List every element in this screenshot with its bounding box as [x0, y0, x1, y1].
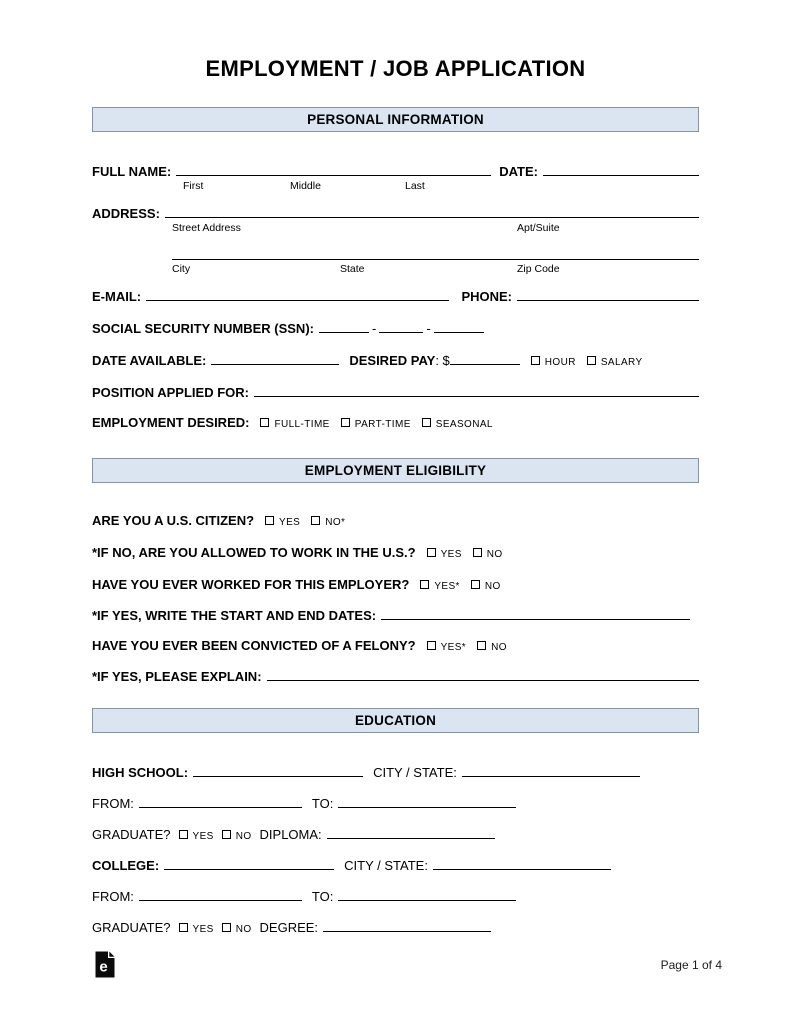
- allowed-yes-group: [427, 547, 462, 562]
- start-end-dates-row: [92, 608, 699, 623]
- felony-no-label: NO: [491, 642, 507, 653]
- full-time-checkbox[interactable]: [260, 418, 269, 427]
- section-header-eligibility-label: EMPLOYMENT ELIGIBILITY: [304, 463, 487, 478]
- hs-to-input-line[interactable]: [338, 796, 516, 808]
- seasonal-option-label: SEASONAL: [435, 419, 493, 430]
- college-to-input-line[interactable]: [338, 889, 516, 901]
- felony-yes-group: [427, 640, 467, 655]
- seasonal-option-group: [422, 417, 493, 432]
- logo-letter: e: [99, 958, 108, 976]
- city-sublabel: City: [172, 263, 191, 275]
- ssn-label: SOCIAL SECURITY NUMBER (SSN):: [92, 321, 314, 336]
- email-label: E-MAIL:: [92, 289, 142, 304]
- ssn-separator-2: -: [426, 321, 431, 336]
- allowed-to-work-question-row: [92, 545, 699, 562]
- hs-graduate-no-group: [222, 829, 252, 844]
- felony-explain-input-line[interactable]: [267, 669, 699, 681]
- desired-pay-label: DESIRED PAY: [349, 353, 436, 368]
- seasonal-checkbox[interactable]: [422, 418, 431, 427]
- citizen-no-label: NO*: [325, 517, 346, 528]
- college-from-input-line[interactable]: [139, 889, 302, 901]
- desired-pay-input-line[interactable]: [450, 353, 520, 365]
- ssn-part3-input-line[interactable]: [434, 321, 484, 333]
- hs-graduate-label: GRADUATE?: [92, 827, 171, 842]
- college-graduate-label: GRADUATE?: [92, 920, 171, 935]
- hs-from-label: FROM:: [92, 796, 134, 811]
- citizen-question-label: ARE YOU A U.S. CITIZEN?: [92, 513, 255, 528]
- worked-before-question-row: [92, 577, 699, 594]
- street-address-input-line[interactable]: [165, 206, 699, 218]
- citizen-no-checkbox[interactable]: [311, 516, 320, 525]
- hs-graduate-no-label: NO: [235, 831, 252, 842]
- citizen-yes-checkbox[interactable]: [265, 516, 274, 525]
- hour-checkbox[interactable]: [531, 356, 540, 365]
- high-school-row: [92, 765, 699, 780]
- desired-pay-punct: : $: [435, 353, 450, 368]
- email-phone-row: [92, 289, 699, 304]
- citizen-question-row: [92, 513, 699, 530]
- allowed-to-work-question-label: *IF NO, ARE YOU ALLOWED TO WORK IN THE U.S.?: [92, 545, 416, 560]
- zip-code-sublabel: Zip Code: [517, 263, 560, 275]
- college-graduate-no-checkbox[interactable]: [222, 923, 231, 932]
- citizen-no-group: [311, 515, 345, 530]
- section-header-employment-eligibility: [92, 458, 699, 483]
- college-city-state-label: CITY / STATE:: [344, 858, 428, 873]
- high-school-input-line[interactable]: [193, 765, 363, 777]
- diploma-input-line[interactable]: [327, 827, 495, 839]
- first-sublabel: First: [183, 180, 204, 192]
- address-row: [92, 206, 699, 221]
- salary-option-label: SALARY: [600, 357, 643, 368]
- position-applied-input-line[interactable]: [254, 385, 699, 397]
- hs-from-input-line[interactable]: [139, 796, 302, 808]
- position-applied-row: [92, 385, 699, 400]
- full-time-option-group: [260, 417, 329, 432]
- date-available-pay-row: [92, 353, 699, 370]
- email-input-line[interactable]: [146, 289, 449, 301]
- felony-question-row: [92, 638, 699, 655]
- part-time-option-label: PART-TIME: [354, 419, 411, 430]
- hs-graduate-no-checkbox[interactable]: [222, 830, 231, 839]
- date-input-line[interactable]: [543, 164, 699, 176]
- college-input-line[interactable]: [164, 858, 334, 870]
- felony-yes-checkbox[interactable]: [427, 641, 436, 650]
- date-available-input-line[interactable]: [211, 353, 339, 365]
- college-to-label: TO:: [311, 889, 334, 904]
- allowed-yes-label: YES: [440, 549, 462, 560]
- phone-label: PHONE:: [461, 289, 512, 304]
- worked-no-checkbox[interactable]: [471, 580, 480, 589]
- hs-graduate-yes-group: [179, 829, 214, 844]
- felony-no-group: [477, 640, 507, 655]
- hs-city-state-label: CITY / STATE:: [373, 765, 457, 780]
- felony-no-checkbox[interactable]: [477, 641, 486, 650]
- college-city-state-input-line[interactable]: [433, 858, 611, 870]
- hs-city-state-input-line[interactable]: [462, 765, 640, 777]
- employment-desired-label: EMPLOYMENT DESIRED:: [92, 415, 250, 430]
- ssn-separator-1: -: [371, 321, 377, 336]
- page-title: EMPLOYMENT / JOB APPLICATION: [205, 56, 586, 81]
- college-graduate-no-label: NO: [235, 924, 252, 935]
- felony-question-label: HAVE YOU EVER BEEN CONVICTED OF A FELONY?: [92, 638, 416, 653]
- allowed-no-label: NO: [486, 549, 503, 560]
- start-end-dates-label: *IF YES, WRITE THE START AND END DATES:: [92, 608, 377, 623]
- full-name-input-line[interactable]: [176, 164, 491, 176]
- phone-input-line[interactable]: [517, 289, 699, 301]
- high-school-label: HIGH SCHOOL:: [92, 765, 189, 780]
- position-applied-label: POSITION APPLIED FOR:: [92, 385, 249, 400]
- section-header-personal-label: PERSONAL INFORMATION: [307, 112, 484, 127]
- city-state-zip-input-line[interactable]: [172, 248, 699, 260]
- college-graduate-yes-checkbox[interactable]: [179, 923, 188, 932]
- college-graduate-yes-label: YES: [192, 924, 214, 935]
- allowed-no-group: [473, 547, 503, 562]
- section-header-personal-information: [92, 107, 699, 132]
- state-sublabel: State: [340, 263, 365, 275]
- section-header-education-label: EDUCATION: [354, 713, 437, 728]
- hour-option-group: [531, 355, 576, 370]
- hs-graduate-yes-checkbox[interactable]: [179, 830, 188, 839]
- worked-before-question-label: HAVE YOU EVER WORKED FOR THIS EMPLOYER?: [92, 577, 410, 592]
- salary-checkbox[interactable]: [587, 356, 596, 365]
- full-name-label: FULL NAME:: [92, 164, 172, 179]
- address-label: ADDRESS:: [92, 206, 160, 221]
- section-header-education: [92, 708, 699, 733]
- worked-yes-group: [420, 579, 460, 594]
- high-school-graduate-row: [92, 827, 699, 844]
- citizen-yes-label: YES: [279, 517, 301, 528]
- start-end-dates-input-line[interactable]: [381, 608, 690, 620]
- degree-label: DEGREE:: [259, 920, 319, 935]
- college-dates-row: [92, 889, 699, 904]
- diploma-label: DIPLOMA:: [259, 827, 322, 842]
- hs-graduate-yes-label: YES: [192, 831, 214, 842]
- ssn-row: [92, 321, 699, 336]
- apt-suite-sublabel: Apt/Suite: [517, 222, 560, 234]
- ssn-part1-input-line[interactable]: [319, 321, 369, 333]
- employment-desired-row: [92, 415, 699, 432]
- worked-no-group: [471, 579, 501, 594]
- felony-explain-label: *IF YES, PLEASE EXPLAIN:: [92, 669, 262, 684]
- college-graduate-yes-group: [179, 922, 214, 937]
- part-time-checkbox[interactable]: [341, 418, 350, 427]
- high-school-dates-row: [92, 796, 699, 811]
- part-time-option-group: [341, 417, 411, 432]
- college-graduate-row: [92, 920, 699, 937]
- eforms-document-logo-icon: [95, 951, 115, 978]
- worked-yes-label: YES*: [434, 581, 460, 592]
- allowed-no-checkbox[interactable]: [473, 548, 482, 557]
- full-name-row: [92, 164, 699, 179]
- allowed-yes-checkbox[interactable]: [427, 548, 436, 557]
- date-available-label: DATE AVAILABLE:: [92, 353, 207, 368]
- page-number-label: Page 1 of 4: [660, 958, 722, 972]
- salary-option-group: [587, 355, 643, 370]
- college-from-label: FROM:: [92, 889, 134, 904]
- college-row: [92, 858, 699, 873]
- worked-no-label: NO: [484, 581, 501, 592]
- ssn-part2-input-line[interactable]: [379, 321, 423, 333]
- college-label: COLLEGE:: [92, 858, 160, 873]
- last-sublabel: Last: [405, 180, 425, 192]
- college-graduate-no-group: [222, 922, 252, 937]
- citizen-yes-group: [265, 515, 300, 530]
- date-label: DATE:: [499, 164, 538, 179]
- worked-yes-checkbox[interactable]: [420, 580, 429, 589]
- full-time-option-label: FULL-TIME: [274, 419, 330, 430]
- degree-input-line[interactable]: [323, 920, 491, 932]
- felony-yes-label: YES*: [440, 642, 467, 653]
- felony-explain-row: [92, 669, 699, 684]
- hour-option-label: HOUR: [544, 357, 576, 368]
- middle-sublabel: Middle: [290, 180, 321, 192]
- hs-to-label: TO:: [311, 796, 334, 811]
- city-state-zip-row: [92, 248, 699, 260]
- street-address-sublabel: Street Address: [172, 222, 241, 234]
